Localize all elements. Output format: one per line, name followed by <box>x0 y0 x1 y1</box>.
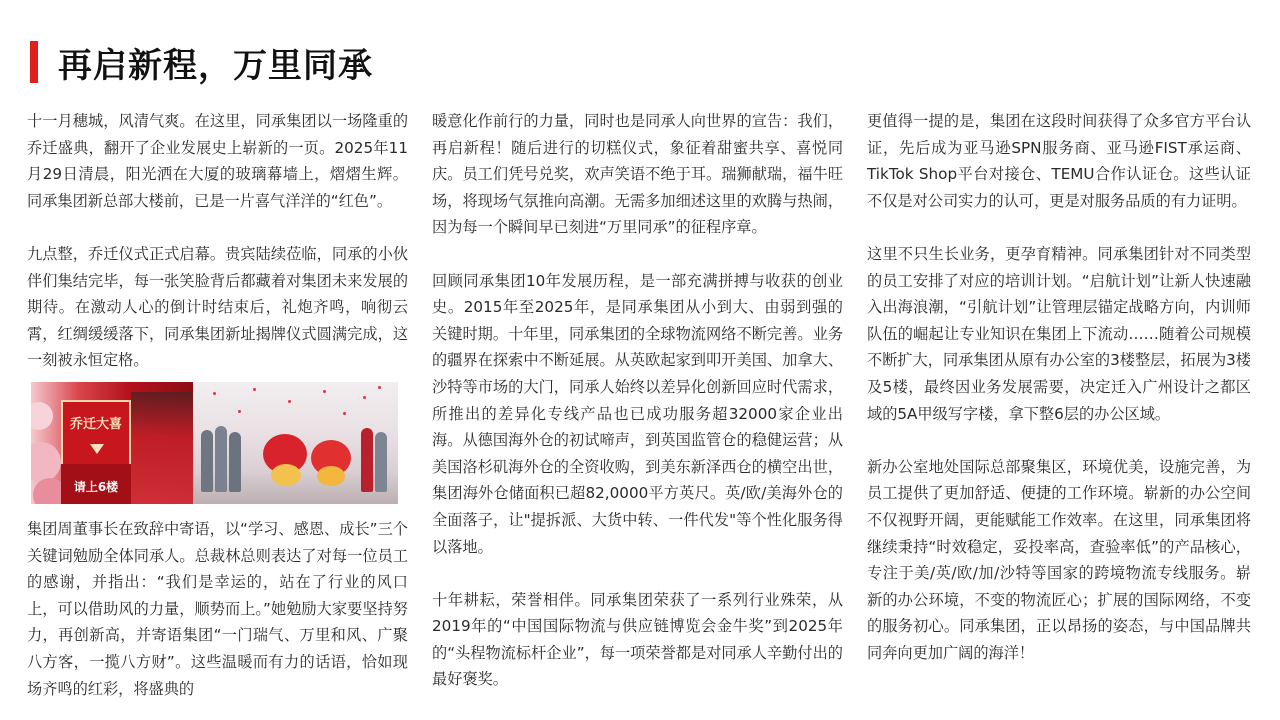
paragraph: 新办公室地处国际总部聚集区，环境优美，设施完善，为员工提供了更加舒适、便捷的工作环境。崭新的办公空间不仅视野开阔，更能赋能工作效率。在这里，同承集团将继续秉持“时效稳定，妥投率高，查验率低”的产品核心，专注于美/英/欧/加/沙特等国家的跨境物流专线服务。崭新的办公环境，不变的物流匠心；扩展的国际网络，不变的服务初心。同承集团，正以昂扬的姿态，与中国品牌共同奔向更加广阔的海洋！ <box>867 457 1251 662</box>
ceremony-photo <box>31 382 398 504</box>
floor-sign-text: 请上6楼 <box>73 479 119 494</box>
article-column-2 <box>432 108 843 693</box>
paragraph: 十一月穗城，风清气爽。在这里，同承集团以一场隆重的乔迁盛典，翻开了企业发展史上崭新的一页。2025年11月29日清晨，阳光洒在大厦的玻璃幕墙上，熠熠生辉。同承集团新总部大楼前，已是一片喜气洋洋的“红色”。 <box>27 112 408 210</box>
paragraph: 九点整，乔迁仪式正式启幕。贵宾陆续莅临，同承的小伙伴们集结完毕，每一张笑脸背后都藏着对集团未来发展的期待。在激动人心的倒计时结束后，礼炮齐鸣，响彻云霄，红绸缓缓落下，同承集团新址揭牌仪式圆满完成，这一刻被永恒定格。 <box>27 244 408 370</box>
paragraph: 回顾同承集团10年发展历程，是一部充满拼搏与收获的创业史。2015年至2025年，是同承集团从小到大、由弱到强的关键时期。十年里，同承集团的全球物流网络不断完善。业务的疆界在探索中不断延展。从英欧起家到叩开美国、加拿大、沙特等市场的大门，同承人始终以差异化创新回应时代需求，所推出的差异化专线产品也已成功服务超32000家企业出海。从德国海外仓的初试啼声，到英国监管仓的稳健运营；从美国洛杉矶海外仓的全资收购，到美东新泽西仓的横空出世，集团海外仓储面积已超82,0000平方英尺。英/欧/美海外仓的全面落子，让"提拆派、大货中转、一件代发"等个性化服务得以落地。 <box>432 271 843 556</box>
paragraph: 十年耕耘，荣誉相伴。同承集团荣获了一系列行业殊荣，从2019年的“中国国际物流与供应链博览会金牛奖”到2025年的“头程物流标杆企业”，每一项荣誉都是对同承人辛勤付出的最好褒奖。 <box>432 590 843 689</box>
paragraph: 这里不只生长业务，更孕育精神。同承集团针对不同类型的员工安排了对应的培训计划。“启航计划”让新人快速融入出海浪潮，“引航计划”让管理层锚定战略方向，内训师队伍的崛起让专业知识在集团上下流动……随着公司规模不断扩大，同承集团从原有办公室的3楼整层，拓展为3楼及5楼，最终因业务发展需要，决定迁入广州设计之都区域的5A甲级写字楼，拿下整6层的办公区域。 <box>867 244 1251 423</box>
paragraph: 暖意化作前行的力量，同时也是同承人向世界的宣告：我们，再启新程！随后进行的切糕仪式，象征着甜蜜共享、喜悦同庆。员工们凭号兑奖，欢声笑语不绝于耳。瑞狮献瑞，福牛旺场，将现场气氛推向高潮。无需多加细述这里的欢腾与热闹，因为每一个瞬间早已刻进“万里同承”的征程序章。 <box>432 112 843 237</box>
staff-group <box>131 392 193 504</box>
article-column-3 <box>867 108 1251 666</box>
ceremony-photo-entrance <box>31 382 193 504</box>
ceremony-photo-lion-dance <box>193 382 398 504</box>
down-arrow-icon <box>90 444 104 454</box>
board-label: 乔迁大喜 <box>69 416 122 432</box>
paragraph: 集团周董事长在致辞中寄语，以“学习、感恩、成长”三个关键词勉励全体同承人。总裁林总则表达了对每一位员工的感谢，并指出：“我们是幸运的，站在了行业的风口上，可以借助风的力量，顺势而上。”她勉励大家要坚持努力，再创新高，并寄语集团“一门瑞气、万里和风、广聚八方客，一揽八方财”。这些温暖而有力的话语，恰如现场齐鸣的红彩，将盛典的 <box>27 519 408 698</box>
title-accent-bar <box>30 41 38 83</box>
page-title: 再启新程，万里同承 <box>58 45 373 86</box>
article-header <box>30 38 373 86</box>
paragraph: 更值得一提的是，集团在这段时间获得了众多官方平台认证，先后成为亚马逊SPN服务商、亚马逊FIST承运商、TikTok Shop平台对接仓、TEMU合作认证仓。这些认证不仅是对公司实力的认可，更是对服务品质的有力证明。 <box>867 112 1251 210</box>
article-column-1 <box>27 108 408 702</box>
